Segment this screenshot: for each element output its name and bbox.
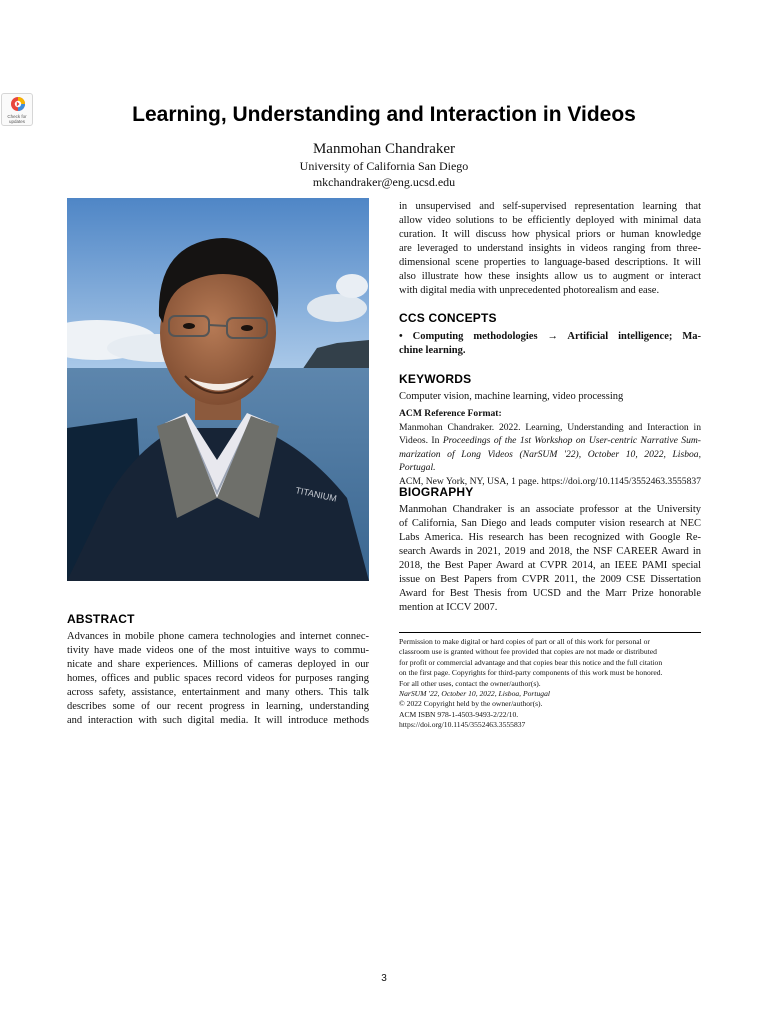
permission-notice	[399, 632, 701, 731]
permission-line: classroom use is granted without fee provided that copies are not made or distributed	[399, 647, 657, 657]
biography-line: 2018, the Best Paper Award at CVPR 2014, an IEEE PAMI special	[399, 560, 701, 571]
biography-heading: BIOGRAPHY	[399, 485, 474, 499]
abstract-line: also illustrate how these insights allow us to augment or interact	[399, 271, 701, 282]
acm-reference-heading: ACM Reference Format:	[399, 408, 502, 419]
biography-body	[399, 503, 701, 615]
abstract-line: Advances in mobile phone camera technologies and internet connec-	[67, 631, 369, 642]
abstract-line: with digital media with unprecedented photorealism and ease.	[399, 285, 660, 296]
acm-reference-line: Manmohan Chandraker. 2022. Learning, Understanding and Interaction in	[399, 421, 701, 433]
acm-reference-line	[399, 448, 701, 475]
biography-line: Manmohan Chandraker is an associate professor at the University	[399, 504, 701, 515]
author-email[interactable]: mkchandraker@eng.ucsd.edu	[312, 175, 456, 189]
acm-reference-prefix: Videos. In	[399, 435, 443, 447]
keywords-heading: KEYWORDS	[399, 372, 472, 386]
page-number: 3	[381, 973, 387, 984]
ccs-line: • Computing methodologies → Artificial intelligence; Ma-	[399, 331, 701, 342]
permission-line: on the first page. Copyrights for third-party components of this work must be honored.	[399, 668, 663, 678]
abstract-continuation	[399, 200, 701, 298]
keywords-text	[399, 390, 701, 404]
acm-reference-line: ACM, New York, NY, USA, 1 page. https://doi.org/10.1145/3552463.3555837	[399, 475, 701, 487]
badge-text-line1: Check for	[7, 114, 27, 119]
biography-line: issue on Best Papers from CVPR 2011, the 2009 CSE Dissertation	[399, 574, 701, 585]
author-photo	[67, 198, 369, 581]
abstract-line: are leveraged to understand insights in videos ranging from three-	[399, 243, 701, 254]
biography-line: mention at ICCV 2007.	[399, 602, 498, 613]
permission-line: For all other uses, contact the owner/author(s).	[399, 678, 541, 688]
permission-venue: NarSUM '22, October 10, 2022, Lisboa, Portugal	[399, 689, 550, 699]
keywords-line: Computer vision, machine learning, video processing	[399, 391, 624, 402]
abstract-line: allow video solutions to be efficiently deployed with minimal data	[399, 215, 701, 226]
acm-reference-line	[399, 434, 701, 448]
ccs-line: chine learning.	[399, 345, 466, 356]
ccs-heading: CCS CONCEPTS	[399, 311, 497, 325]
jacket-text: TITANIUM	[294, 485, 338, 504]
biography-line: of California, San Diego and leads computer vision research at NEC	[399, 518, 701, 529]
abstract-line: describes some of our recent progress in learning, understanding	[67, 701, 369, 712]
abstract-line: across safety, assistance, entertainment and many others. This talk	[67, 687, 369, 698]
author-name: Manmohan Chandraker	[312, 141, 456, 157]
permission-line: Permission to make digital or hard copies of part or all of this work for personal or	[399, 637, 650, 646]
biography-line: Award for Best Thesis from UCSD and the Marr Prize honorable	[399, 588, 701, 599]
ccs-concepts	[399, 330, 701, 358]
abstract-line: nicate and share experiences. Millions of cameras deployed in our	[67, 659, 369, 670]
author-affiliation: University of California San Diego	[299, 159, 469, 173]
permission-isbn: ACM ISBN 978-1-4503-9493-2/22/10.	[399, 709, 519, 719]
abstract-heading: ABSTRACT	[67, 612, 135, 626]
acm-reference-proceedings: Proceedings of the 1st Workshop on User-centric Narrative Sum-	[442, 435, 701, 447]
badge-text-line2: updates	[8, 119, 25, 124]
abstract-line: tivity have made videos one of the most intuitive ways to commu-	[67, 645, 369, 656]
acm-reference-proceedings-cont: marization of Long Videos (NarSUM '22), October 10, 2022, Lisboa, Portugal.	[399, 448, 701, 474]
biography-line: search Awards in 2021, 2019 and 2018, the NSF CAREER Award in	[399, 546, 701, 557]
abstract-line: dimensional scene properties to language-based descriptions. It will	[399, 257, 701, 268]
biography-line: Labs America. His research has been recognized with Google Re-	[399, 532, 701, 543]
permission-copyright: © 2022 Copyright held by the owner/author(s).	[399, 699, 543, 709]
permission-doi[interactable]: https://doi.org/10.1145/3552463.3555837	[399, 720, 526, 730]
acm-reference	[399, 407, 701, 489]
abstract-line: curation. It will discuss how physical priors or human knowledge	[399, 229, 701, 240]
permission-line: for profit or commercial advantage and that copies bear this notice and the full citation	[399, 657, 663, 667]
abstract-body	[67, 630, 369, 728]
paper-title: Learning, Understanding and Interaction in Videos	[132, 103, 636, 126]
abstract-line: homes, offices and public spaces record videos for purposes ranging	[67, 673, 369, 684]
abstract-line: in unsupervised and self-supervised representation learning that	[399, 201, 701, 212]
abstract-line: and interaction with such digital media. It will introduce methods	[67, 715, 369, 726]
